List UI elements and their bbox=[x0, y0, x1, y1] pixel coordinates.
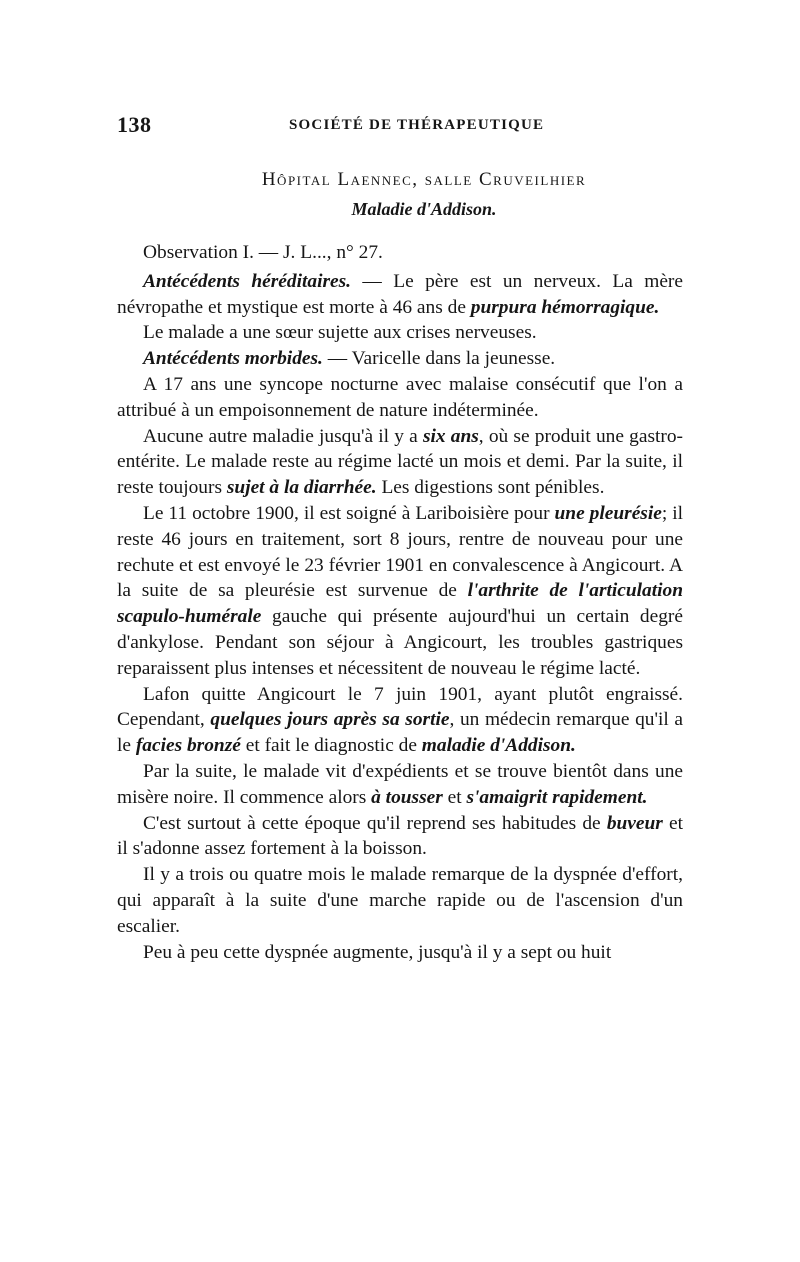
paragraph-misery bbox=[117, 759, 683, 811]
emphasis: une pleurésie bbox=[554, 502, 662, 524]
emphasis: buveur bbox=[606, 812, 663, 834]
emphasis: quelques jours après sa sortie bbox=[210, 709, 450, 731]
section-label: Antécédents morbides. bbox=[143, 348, 323, 370]
emphasis: l'arthrite de l'articulation scapulo-humérale bbox=[117, 580, 683, 628]
observation-heading: Observation I. — J. L..., n° 27. bbox=[143, 242, 383, 263]
paragraph-dyspnea: Il y a trois ou quatre mois le malade remarque de la dyspnée d'effort, qui apparaît à la suite d'une marche rapide ou de l'ascension d'un escalier. bbox=[117, 864, 683, 937]
paragraph-diagnosis bbox=[117, 682, 683, 759]
emphasis: s'amaigrit rapidement. bbox=[466, 786, 648, 808]
text-run: ; il reste 46 jours en traitement, sort 8 jours, rentre de nouveau pour une rechute et est envoyé le 23 février 1901 en convalescence à Angicourt. A la suite de sa pleurésie est survenue de bbox=[117, 502, 683, 602]
text-run: et fait le diagnostic de bbox=[240, 735, 422, 757]
text-run: et bbox=[442, 786, 467, 808]
section-label: Antécédents héréditaires. bbox=[143, 270, 352, 292]
emphasis: facies bronzé bbox=[135, 735, 241, 757]
text-run: Les digestions sont pénibles. bbox=[376, 477, 605, 499]
emphasis: à tousser bbox=[371, 786, 443, 808]
text-run: gauche qui présente aujourd'hui un certain degré d'ankylose. Pendant son séjour à Angicourt, les troubles gastriques reparaissent plus intenses et nécessitent de nouveau le régime lacté. bbox=[117, 606, 683, 679]
text-run: Lafon quitte Angicourt le 7 juin 1901, ayant plutôt engraissé. Cependant, bbox=[117, 683, 683, 731]
text-run: et il s'adonne assez fortement à la boisson. bbox=[117, 812, 683, 860]
text-run: C'est surtout à cette époque qu'il reprend ses habitudes de bbox=[143, 812, 607, 834]
observation-text bbox=[117, 240, 683, 965]
hospital-title: Hôpital Laennec, salle Cruveilhier bbox=[261, 169, 587, 190]
page-number: 138 bbox=[117, 112, 152, 137]
emphasis: maladie d'Addison. bbox=[421, 735, 576, 757]
paragraph-hereditary bbox=[117, 269, 683, 321]
text-run: — Le père est un nerveux. La mère névropathe et mystique est morte à 46 ans de bbox=[117, 270, 683, 318]
paragraph-syncope: A 17 ans une syncope nocturne avec malaise consécutif que l'on a attribué à un empoisonnement de nature indéterminée. bbox=[117, 373, 683, 421]
text-run: Par la suite, le malade vit d'expédients et se trouve bientôt dans une misère noire. Il commence alors bbox=[117, 760, 683, 808]
disease-subtitle: Maladie d'Addison. bbox=[351, 199, 497, 219]
emphasis: six ans bbox=[422, 425, 479, 447]
paragraph-dyspnea-increase: Peu à peu cette dyspnée augmente, jusqu'à il y a sept ou huit bbox=[143, 941, 612, 963]
text-run: Le 11 octobre 1900, il est soigné à Lariboisière pour bbox=[143, 502, 555, 524]
text-run: — Varicelle dans la jeunesse. bbox=[322, 348, 556, 370]
emphasis: sujet à la diarrhée. bbox=[226, 477, 377, 499]
text-run: Aucune autre maladie jusqu'à il y a bbox=[143, 425, 423, 447]
text-run: , un médecin remarque qu'il a le bbox=[117, 709, 683, 757]
book-page bbox=[117, 112, 683, 965]
paragraph-sister: Le malade a une sœur sujette aux crises nerveuses. bbox=[143, 322, 537, 344]
paragraph-morbid bbox=[117, 346, 683, 372]
paragraph-pleurisy bbox=[117, 501, 683, 682]
paragraph-drinking bbox=[117, 811, 683, 863]
running-head: SOCIÉTÉ DE THÉRAPEUTIQUE bbox=[289, 117, 545, 133]
page-header bbox=[117, 112, 683, 142]
emphasis: purpura hémorragique. bbox=[470, 296, 660, 318]
text-run: , où se produit une gastro-entérite. Le malade reste au régime lacté un mois et demi. Par la suite, il reste toujours bbox=[117, 425, 683, 499]
paragraph-gastro bbox=[117, 424, 683, 501]
